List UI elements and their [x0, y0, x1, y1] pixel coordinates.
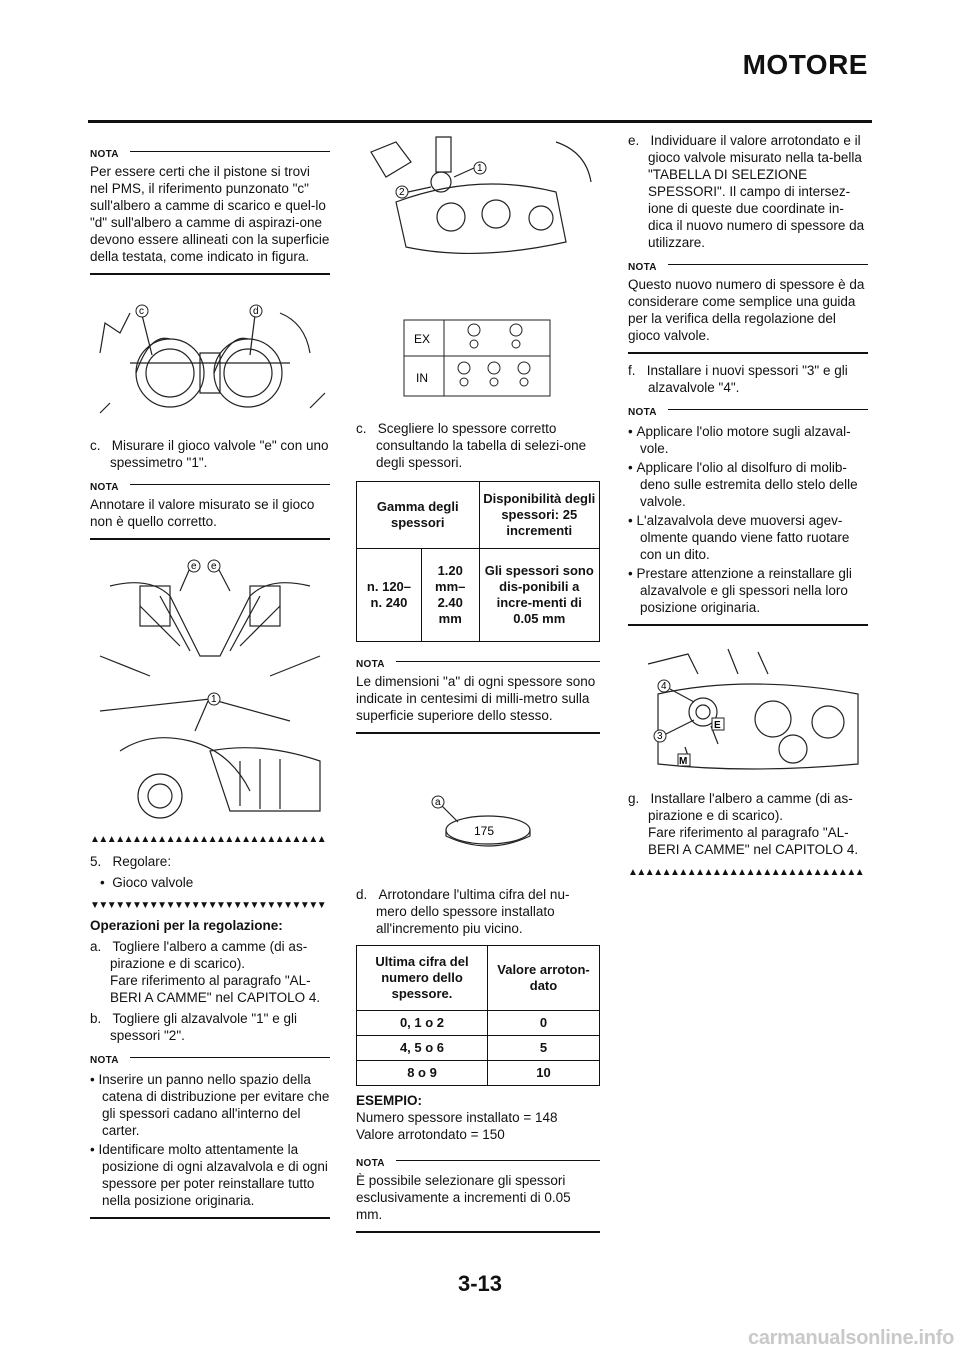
callout-4: 4: [661, 681, 667, 692]
table-header: Disponibilità degli spessori: 25 incrementi: [479, 482, 600, 549]
callout-1: 1: [477, 163, 483, 174]
step-5: 5. Regolare:: [90, 854, 172, 869]
valve-clearance-figure: [90, 556, 330, 681]
table-header: Valore arroton-dato: [488, 946, 600, 1011]
valve-layout-diagram: [356, 312, 600, 402]
callout-3: 3: [657, 731, 663, 742]
note-bullet: • Applicare l'olio al disolfuro di molib-deno sulle estremita dello stelo delle valvole.: [628, 460, 858, 509]
shim-number: 175: [474, 824, 495, 838]
table-cell: 5: [488, 1036, 600, 1061]
table-cell: n. 120– n. 240: [357, 549, 422, 642]
shim-install-figure: [628, 644, 868, 774]
feeler-gauge-figure: [90, 691, 330, 821]
engine-oil-icon: E: [714, 720, 721, 731]
watermark: carmanualsonline.info: [748, 1327, 954, 1349]
note-bullet: • Identificare molto attentamente la posizione di ogni alzavalvola e di ogni spessore per poter reinstallare tutto nella posizione originaria.: [90, 1142, 328, 1208]
table-cell: 0: [488, 1011, 600, 1036]
procedure-start-marker: ▼▼▼▼▼▼▼▼▼▼▼▼▼▼▼▼▼▼▼▼▼▼▼▼▼▼▼▼: [90, 901, 326, 911]
step-d: d. Arrotondare l'ultima cifra del nu-mero dello spessore installato all'incremento piu vicino.: [356, 887, 570, 936]
shim-marking-figure: [356, 748, 600, 868]
callout-a: a: [435, 797, 441, 808]
section-end-marker: ▲▲▲▲▲▲▲▲▲▲▲▲▲▲▲▲▲▲▲▲▲▲▲▲▲▲▲▲: [628, 868, 864, 878]
header-rule: [88, 120, 872, 123]
note-block: NOTA Annotare il valore misurato se il gioco non è quello corretto.: [90, 477, 330, 540]
shim-range-table: [356, 481, 600, 642]
camshaft-alignment-figure: [90, 293, 330, 423]
step-c: c. Misurare il gioco valvole "e" con uno spessimetro "1".: [90, 438, 329, 470]
column-right: [628, 132, 868, 878]
table-cell: 0, 1 o 2: [357, 1011, 488, 1036]
in-label: IN: [416, 371, 428, 385]
callout-2: 2: [399, 187, 405, 198]
step-f: f. Installare i nuovi spessori "3" e gli alzavalvole "4".: [628, 363, 848, 395]
callout-d: d: [253, 306, 259, 317]
column-left: [90, 138, 330, 1219]
example-title: ESEMPIO:: [356, 1093, 423, 1108]
note-block: NOTA È possibile selezionare gli spessori esclusivamente a incrementi di 0.05 mm.: [356, 1153, 600, 1233]
note-block: NOTA Le dimensioni "a" di ogni spessore sono indicate in centesimi di milli-metro sulla superficie superiore dello stesso.: [356, 654, 600, 734]
column-middle: [356, 132, 600, 1233]
moly-oil-icon: M: [679, 756, 688, 767]
note-block: NOTA Questo nuovo numero di spessore è da considerare come semplice una guida per la verifica della regolazione del gioco valvole.: [628, 257, 868, 354]
note-block: NOTA • Inserire un panno nello spazio della catena di distribuzione per evitare che gli spessori cadano all'interno del carter. • Identificare molto attentamente la posizione di ogni alzavalvola e di ogni spessore per poter reinstallare tutto nella posizione originaria.: [90, 1050, 330, 1219]
step-g: g. Installare l'albero a camme (di as-pirazione e di scarico). Fare riferimento al paragrafo "AL-BERI A CAMME" nel CAPITOLO 4.: [628, 791, 859, 857]
note-label: NOTA: [90, 146, 123, 163]
table-cell: 4, 5 o 6: [357, 1036, 488, 1061]
table-cell: 1.20 mm– 2.40 mm: [421, 549, 479, 642]
table-header: Ultima cifra del numero dello spessore.: [357, 946, 488, 1011]
note-bullet: • Applicare l'olio motore sugli alzaval-vole.: [628, 424, 851, 456]
step-c: c. Scegliere lo spessore corretto consultando la tabella di selezi-one degli spessori.: [356, 421, 587, 470]
callout-1: 1: [211, 694, 217, 705]
page-title: MOTORE: [742, 49, 868, 80]
note-bullet: • L'alzavalvola deve muoversi agev-olmente quando viene fatto ruotare con un dito.: [628, 513, 850, 562]
procedure-title: Operazioni per la regolazione:: [90, 918, 283, 933]
step-a: a. Togliere l'albero a camme (di as-pirazione e di scarico). Fare riferimento al paragrafo "AL-BERI A CAMME" nel CAPITOLO 4.: [90, 939, 321, 1005]
step-b: b. Togliere gli alzavalvole "1" e gli spessori "2".: [90, 1011, 297, 1043]
note-block: [90, 144, 330, 275]
callout-e: e: [191, 561, 197, 572]
step-e: e. Individuare il valore arrotondato e il gioco valvole misurato nella ta-bella "TABELLA DI SELEZIONE SPESSORI". Il campo di intersez-ione di queste due coordinate in-dica il nuovo numero di spessore da utilizzare.: [628, 133, 865, 250]
example-line: Numero spessore installato = 148: [356, 1110, 558, 1125]
ex-label: EX: [414, 332, 431, 346]
note-text: Per essere certi che il pistone si trovi nel PMS, il riferimento punzonato "c" sull'albero a camme di scarico e quel-lo "d" sull'albero a camme di aspirazi-one devono essere allineati con la superficie della testata, come indicato in figura.: [90, 164, 330, 264]
callout-c: c: [139, 306, 144, 317]
page-number: 3-13: [457, 1271, 503, 1296]
table-cell: 8 o 9: [357, 1061, 488, 1086]
note-block: NOTA • Applicare l'olio motore sugli alzaval-vole. • Applicare l'olio al disolfuro di molib-deno sulle estremita dello stelo delle valvole. • L'alzavalvola deve muoversi agev-olmente quando viene fatto ruotare con un dito. • Prestare attenzione a reinstallare gli alzavalvole e gli spessori nella loro posizione originaria.: [628, 402, 868, 626]
section-start-marker: ▲▲▲▲▲▲▲▲▲▲▲▲▲▲▲▲▲▲▲▲▲▲▲▲▲▲▲▲: [90, 835, 326, 845]
callout-e: e: [211, 561, 217, 572]
example-line: Valore arrotondato = 150: [356, 1127, 505, 1142]
note-bullet: • Inserire un panno nello spazio della catena di distribuzione per evitare che gli spessori cadano all'interno del carter.: [90, 1072, 330, 1138]
table-header: Gamma degli spessori: [357, 482, 480, 549]
step-5-bullet: • Gioco valvole: [100, 875, 194, 890]
table-cell: Gli spessori sono dis-ponibili a incre-menti di 0.05 mm: [479, 549, 600, 642]
table-cell: 10: [488, 1061, 600, 1086]
tappet-removal-figure: [356, 132, 600, 272]
rounding-table: [356, 945, 600, 1086]
note-bullet: • Prestare attenzione a reinstallare gli alzavalvole e gli spessori nella loro posizione originaria.: [628, 566, 852, 615]
